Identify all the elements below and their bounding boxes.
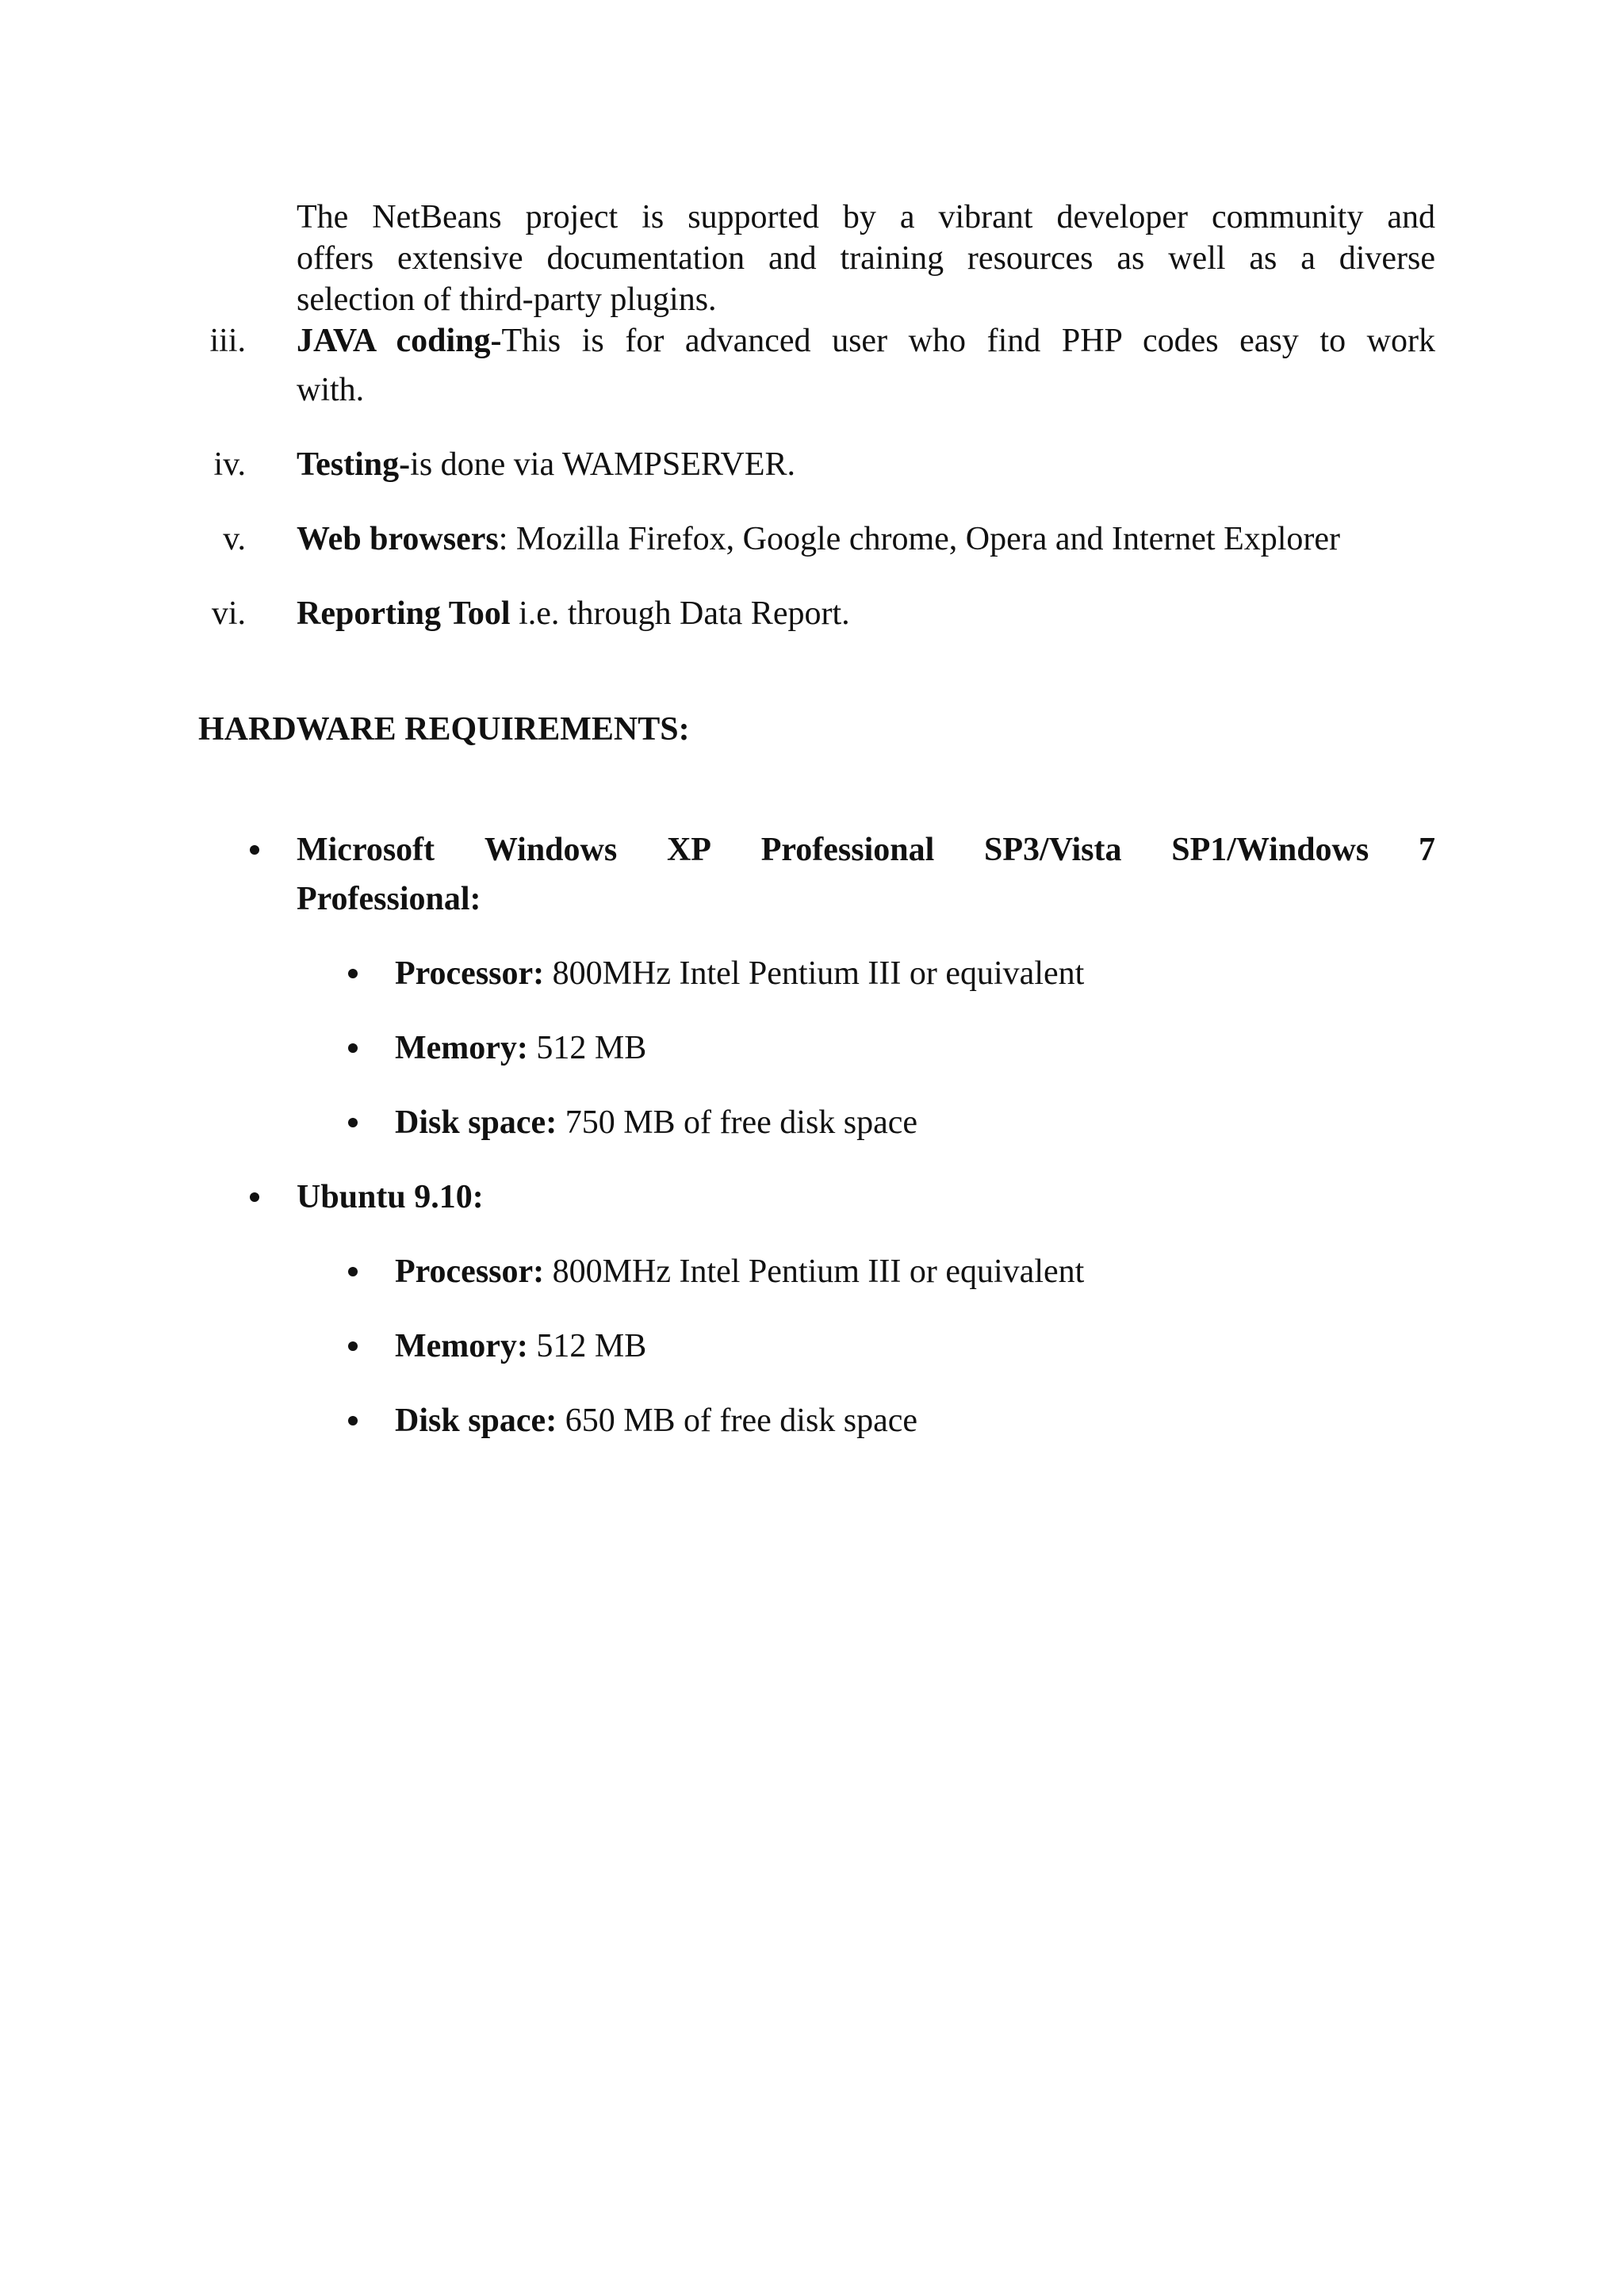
spec-label: Disk space: xyxy=(395,1104,557,1141)
java-coding-label: JAVA coding- xyxy=(297,323,502,359)
web-browsers-label: Web browsers xyxy=(297,521,499,557)
spec-value: 650 MB of free disk space xyxy=(557,1402,918,1439)
spec-item-processor xyxy=(395,953,1084,994)
list-item-java-coding xyxy=(297,320,1435,362)
bullet-icon xyxy=(250,1192,259,1202)
bullet-icon xyxy=(348,1118,358,1127)
intro-line-3: selection of third-party plugins. xyxy=(297,281,717,318)
bullet-icon xyxy=(348,1267,358,1276)
bullet-icon xyxy=(250,845,259,855)
testing-text: is done via WAMPSERVER. xyxy=(410,446,796,483)
java-coding-text: This is for advanced user who find PHP codes easy to work xyxy=(501,323,1435,359)
platform-word: Windows xyxy=(484,832,618,868)
spec-item-disk-space xyxy=(395,1102,917,1143)
bullet-icon xyxy=(348,1416,358,1425)
hardware-requirements-heading: HARDWARE REQUIREMENTS: xyxy=(198,711,690,748)
spec-value: 800MHz Intel Pentium III or equivalent xyxy=(544,955,1085,992)
spec-value: 750 MB of free disk space xyxy=(557,1104,918,1141)
platform-word: XP xyxy=(666,832,711,868)
spec-value: 512 MB xyxy=(527,1328,647,1364)
list-item-testing xyxy=(297,444,795,485)
spec-label: Memory: xyxy=(395,1328,528,1364)
list-numeral-v: v. xyxy=(223,521,246,557)
bullet-icon xyxy=(348,1043,358,1053)
web-browsers-text: : Mozilla Firefox, Google chrome, Opera and Internet Explorer xyxy=(498,521,1341,557)
list-item-reporting-tool xyxy=(297,593,850,634)
spec-item-memory xyxy=(395,1027,646,1069)
spec-label: Memory: xyxy=(395,1030,528,1066)
spec-label: Processor: xyxy=(395,955,545,992)
platform-word: 7 xyxy=(1419,832,1435,868)
intro-line-2: offers extensive documentation and training resources as well as a diverse xyxy=(297,240,1435,277)
list-numeral-iv: iv. xyxy=(213,446,246,483)
bullet-icon xyxy=(348,1341,358,1351)
spec-item-disk-space xyxy=(395,1400,917,1441)
spec-value: 512 MB xyxy=(527,1030,647,1066)
platform-word: Professional xyxy=(760,832,935,868)
testing-label: Testing- xyxy=(297,446,411,483)
spec-label: Processor: xyxy=(395,1253,545,1290)
reporting-tool-label: Reporting Tool xyxy=(297,595,511,632)
platform-windows-title-line-2: Professional: xyxy=(297,881,481,917)
bullet-icon xyxy=(348,969,358,978)
platform-ubuntu-title: Ubuntu 9.10: xyxy=(297,1179,484,1215)
list-item-web-browsers xyxy=(297,519,1340,560)
list-numeral-iii: iii. xyxy=(209,323,246,359)
platform-word: SP3/Vista xyxy=(984,832,1122,868)
reporting-tool-text: i.e. through Data Report. xyxy=(510,595,850,632)
spec-label: Disk space: xyxy=(395,1402,557,1439)
platform-word: Microsoft xyxy=(297,832,435,868)
platform-windows-title xyxy=(297,829,1435,871)
spec-item-memory xyxy=(395,1326,646,1367)
java-coding-text-line-2: with. xyxy=(297,372,365,408)
spec-value: 800MHz Intel Pentium III or equivalent xyxy=(544,1253,1085,1290)
platform-word: SP1/Windows xyxy=(1171,832,1369,868)
intro-line-1: The NetBeans project is supported by a vibrant developer community and xyxy=(297,199,1435,235)
list-numeral-vi: vi. xyxy=(211,595,246,632)
spec-item-processor xyxy=(395,1251,1084,1292)
